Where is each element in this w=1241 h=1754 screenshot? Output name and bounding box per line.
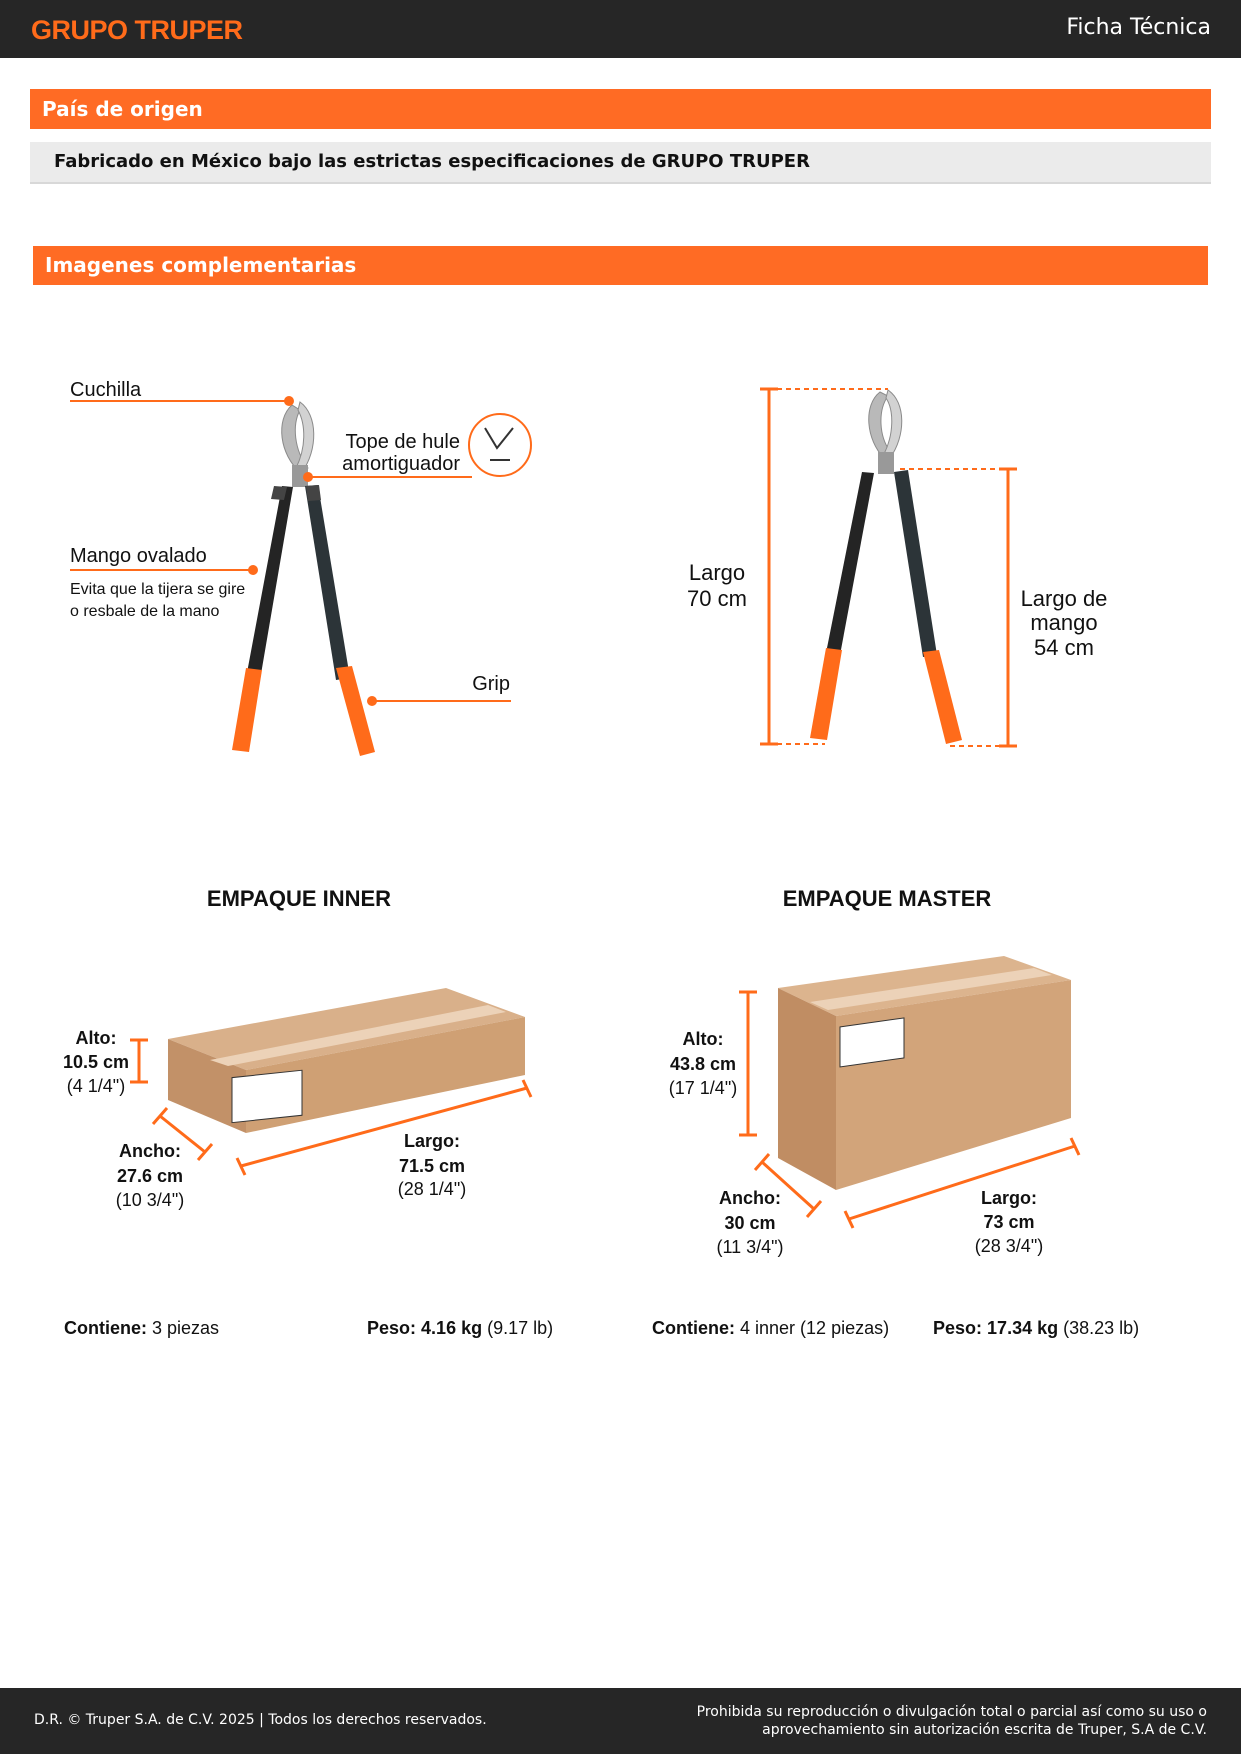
callout-handle: Mango ovalado	[70, 545, 207, 567]
inner-contiene	[64, 1318, 219, 1339]
images-section-title: Imagenes complementarias	[33, 246, 1208, 285]
inner-peso-kg: 4.16 kg	[421, 1318, 483, 1338]
master-largo-label: Largo:	[981, 1188, 1037, 1208]
master-largo-cm: 73 cm	[983, 1212, 1035, 1232]
master-contiene-value: 4 inner (12 piezas)	[740, 1318, 890, 1338]
callout-stopper-line2: amortiguador	[342, 453, 460, 475]
footer-copyright: D.R. © Truper S.A. de C.V. 2025 | Todos los derechos reservados.	[34, 1712, 487, 1728]
master-ancho-cm: 30 cm	[724, 1213, 776, 1233]
master-peso-lb: (38.23 lb)	[1063, 1318, 1140, 1338]
inner-package-title: EMPAQUE INNER	[206, 886, 392, 911]
inner-alto-label: Alto:	[75, 1028, 117, 1048]
inner-contiene-value: 3 piezas	[152, 1318, 220, 1338]
inner-alto-in: (4 1/4")	[66, 1076, 126, 1096]
brand-logo: GRUPO TRUPER	[31, 15, 243, 45]
inner-peso-lb: (9.17 lb)	[487, 1318, 554, 1338]
inner-peso-label: Peso:	[367, 1318, 417, 1338]
inner-ancho-in: (10 3/4")	[115, 1190, 185, 1210]
callout-blade: Cuchilla	[70, 379, 142, 401]
master-peso-kg: 17.34 kg	[987, 1318, 1059, 1338]
master-ancho-label: Ancho:	[719, 1188, 781, 1208]
lopper-image-dimensions	[760, 389, 1017, 746]
master-alto-cm: 43.8 cm	[669, 1054, 737, 1074]
footer-disclaimer-line1: Prohibida su reproducción o divulgación total o parcial así como su uso o	[696, 1704, 1207, 1720]
footer-disclaimer-line2: aprovechamiento sin autorización escrita de Truper, S.A de C.V.	[762, 1722, 1207, 1738]
master-peso	[933, 1318, 1139, 1339]
callout-stopper-line1: Tope de hule	[345, 431, 460, 453]
inner-box-image	[130, 988, 531, 1175]
dimension-handle-label-line2: mango	[1030, 610, 1098, 635]
master-package-title: EMPAQUE MASTER	[782, 886, 992, 911]
master-alto-label: Alto:	[682, 1029, 724, 1049]
master-ancho-in: (11 3/4")	[716, 1237, 784, 1257]
origin-section-title: País de origen	[30, 89, 1211, 129]
inner-alto-cm: 10.5 cm	[62, 1052, 130, 1072]
inner-largo-in: (28 1/4")	[397, 1179, 467, 1199]
dimension-handle-label-line1: Largo de	[1020, 586, 1108, 611]
master-contiene	[652, 1318, 889, 1339]
master-alto-in: (17 1/4")	[668, 1078, 738, 1098]
master-peso-label: Peso:	[933, 1318, 983, 1338]
dimension-length-value: 70 cm	[687, 586, 747, 611]
inner-largo-label: Largo:	[404, 1131, 460, 1151]
inner-peso	[367, 1318, 553, 1339]
inner-ancho-label: Ancho:	[119, 1141, 181, 1161]
master-largo-in: (28 3/4")	[974, 1236, 1044, 1256]
inner-largo-cm: 71.5 cm	[398, 1156, 466, 1176]
footer-disclaimer	[647, 1703, 1207, 1739]
footer-bar	[0, 1688, 1241, 1754]
inner-contiene-label: Contiene:	[64, 1318, 147, 1338]
master-contiene-label: Contiene:	[652, 1318, 735, 1338]
callout-handle-desc-line1: Evita que la tijera se gire	[70, 581, 246, 598]
lopper-image-callouts	[70, 396, 531, 756]
inner-ancho-cm: 27.6 cm	[116, 1166, 184, 1186]
callout-grip: Grip	[472, 673, 510, 695]
dimension-length-label: Largo	[688, 560, 746, 585]
dimension-handle-value: 54 cm	[1034, 635, 1094, 660]
document-title: Ficha Técnica	[1066, 15, 1211, 40]
origin-text: Fabricado en México bajo las estrictas especificaciones de GRUPO TRUPER	[30, 142, 1211, 184]
callout-handle-desc-line2: o resbale de la mano	[70, 603, 220, 620]
